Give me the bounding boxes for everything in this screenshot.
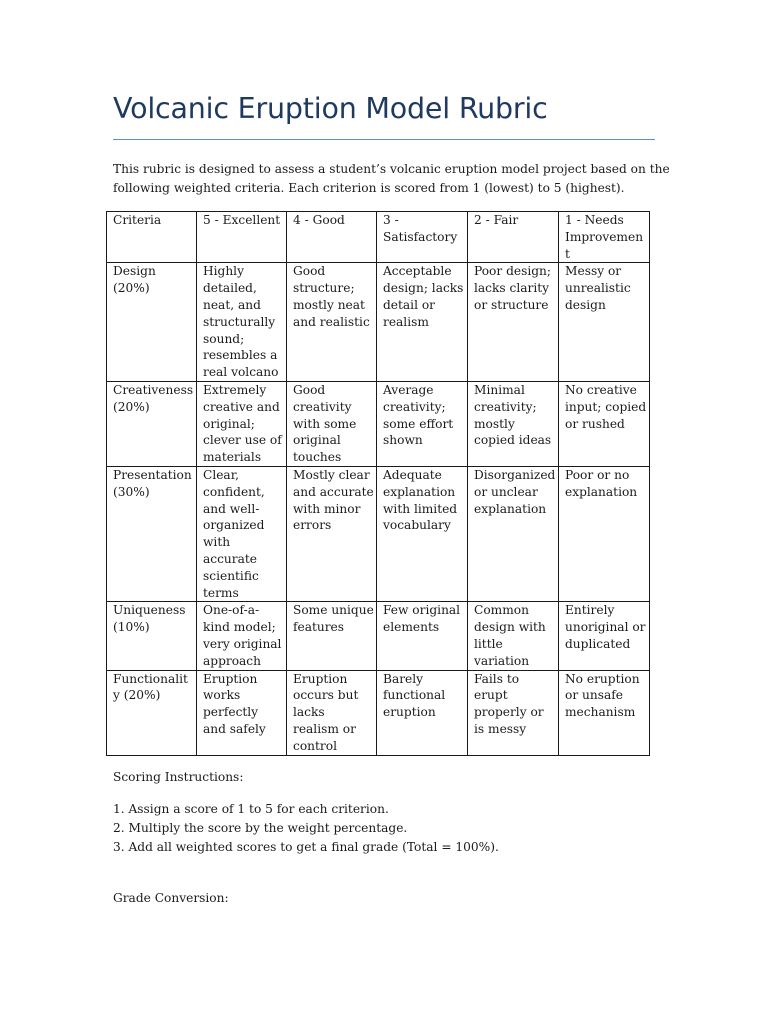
table-cell: Good creativity with some original touches: [287, 381, 377, 466]
title-underline: [113, 139, 655, 140]
table-cell: Average creativity; some effort shown: [377, 381, 468, 466]
table-cell: Creativeness (20%): [107, 381, 197, 466]
table-row: [107, 381, 650, 466]
table-header-row: [107, 212, 650, 263]
table-cell: Adequate explanation with limited vocabulary: [377, 466, 468, 601]
header-score-5: 5 - Excellent: [197, 212, 287, 263]
table-cell: No creative input; copied or rushed: [559, 381, 650, 466]
table-cell: Highly detailed, neat, and structurally sound; resembles a real volcano: [197, 263, 287, 382]
table-row: [107, 670, 650, 755]
rubric-table: [106, 211, 650, 756]
scoring-instructions-label: Scoring Instructions:: [113, 770, 244, 784]
table-cell: Design (20%): [107, 263, 197, 382]
table-cell: No eruption or unsafe mechanism: [559, 670, 650, 755]
table-cell: Functionality (20%): [107, 670, 197, 755]
table-cell: One-of-a-kind model; very original approach: [197, 602, 287, 670]
table-cell: Messy or unrealistic design: [559, 263, 650, 382]
intro-paragraph: This rubric is designed to assess a student’s volcanic eruption model project based on the following weighted criteria. Each criterion is scored from 1 (lowest) to 5 (highest).: [113, 162, 670, 195]
header-criteria: Criteria: [107, 212, 197, 263]
table-cell: Barely functional eruption: [377, 670, 468, 755]
table-cell: Minimal creativity; mostly copied ideas: [468, 381, 559, 466]
header-score-2: 2 - Fair: [468, 212, 559, 263]
table-cell: Eruption works perfectly and safely: [197, 670, 287, 755]
table-cell: Acceptable design; lacks detail or realism: [377, 263, 468, 382]
list-item: 1. Assign a score of 1 to 5 for each criterion.: [113, 802, 389, 816]
list-item: 2. Multiply the score by the weight percentage.: [113, 821, 408, 835]
document-title: Volcanic Eruption Model Rubric: [113, 92, 548, 125]
table-cell: Good structure; mostly neat and realistic: [287, 263, 377, 382]
table-cell: Uniqueness (10%): [107, 602, 197, 670]
table-cell: Eruption occurs but lacks realism or control: [287, 670, 377, 755]
table-cell: Extremely creative and original; clever use of materials: [197, 381, 287, 466]
header-score-1: 1 - Needs Improvement: [559, 212, 650, 263]
table-cell: Poor design; lacks clarity or structure: [468, 263, 559, 382]
table-cell: Poor or no explanation: [559, 466, 650, 601]
table-cell: Clear, confident, and well-organized with accurate scientific terms: [197, 466, 287, 601]
table-cell: Presentation (30%): [107, 466, 197, 601]
grade-conversion-label: Grade Conversion:: [113, 891, 229, 905]
table-row: [107, 602, 650, 670]
table-cell: Few original elements: [377, 602, 468, 670]
table-cell: Some unique features: [287, 602, 377, 670]
header-score-3: 3 - Satisfactory: [377, 212, 468, 263]
table-cell: Disorganized or unclear explanation: [468, 466, 559, 601]
header-score-4: 4 - Good: [287, 212, 377, 263]
table-row: [107, 263, 650, 382]
list-item: 3. Add all weighted scores to get a final grade (Total = 100%).: [113, 840, 499, 854]
table-cell: Common design with little variation: [468, 602, 559, 670]
table-cell: Mostly clear and accurate with minor errors: [287, 466, 377, 601]
scoring-steps-list: [113, 800, 499, 857]
table-cell: Entirely unoriginal or duplicated: [559, 602, 650, 670]
table-row: [107, 466, 650, 601]
table-cell: Fails to erupt properly or is messy: [468, 670, 559, 755]
